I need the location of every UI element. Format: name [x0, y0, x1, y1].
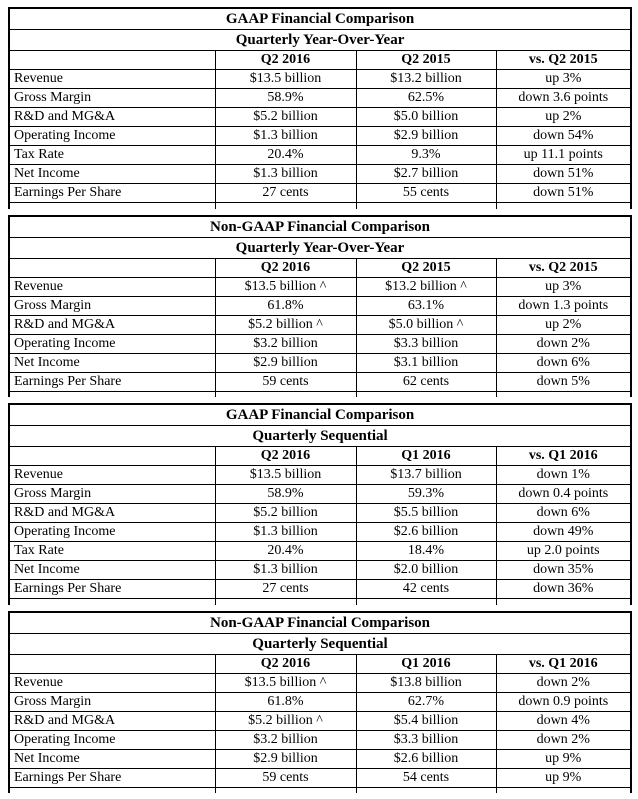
table-subtitle: Quarterly Year-Over-Year: [9, 30, 631, 51]
row-label: Operating Income: [9, 127, 215, 146]
table-row: [9, 334, 631, 353]
cell-value: $13.5 billion ^: [215, 277, 356, 296]
row-label: Gross Margin: [9, 485, 215, 504]
header-row: [9, 51, 631, 70]
table-subtitle: Quarterly Year-Over-Year: [9, 237, 631, 258]
cell-value: down 36%: [496, 580, 631, 599]
table-row: [9, 466, 631, 485]
table-bottom-stub: [9, 391, 631, 397]
cell-value: 62.5%: [356, 89, 496, 108]
cell-value: 27 cents: [215, 580, 356, 599]
cell-value: 20.4%: [215, 542, 356, 561]
table-row: [9, 184, 631, 203]
table-row: [9, 89, 631, 108]
cell-value: down 1%: [496, 466, 631, 485]
table-row: [9, 127, 631, 146]
row-label: Tax Rate: [9, 542, 215, 561]
row-label: Gross Margin: [9, 692, 215, 711]
row-label: R&D and MG&A: [9, 504, 215, 523]
row-label: R&D and MG&A: [9, 711, 215, 730]
row-label: Revenue: [9, 70, 215, 89]
cell-value: up 3%: [496, 277, 631, 296]
table-bottom-stub: [9, 203, 631, 209]
cell-value: $13.7 billion: [356, 466, 496, 485]
table-body: [9, 70, 631, 209]
table-row: [9, 768, 631, 787]
cell-value: 20.4%: [215, 146, 356, 165]
stub-cell: [9, 203, 215, 209]
column-header: Q1 2016: [356, 447, 496, 466]
table-subtitle-row: [9, 30, 631, 51]
row-label: Operating Income: [9, 334, 215, 353]
table-row: [9, 372, 631, 391]
cell-value: up 9%: [496, 768, 631, 787]
cell-value: down 3.6 points: [496, 89, 631, 108]
cell-value: 62.7%: [356, 692, 496, 711]
cell-value: $13.2 billion: [356, 70, 496, 89]
column-header: Q2 2016: [215, 258, 356, 277]
cell-value: 59 cents: [215, 372, 356, 391]
row-label: Tax Rate: [9, 146, 215, 165]
table-row: [9, 146, 631, 165]
cell-value: 27 cents: [215, 184, 356, 203]
stub-cell: [215, 203, 356, 209]
cell-value: 59 cents: [215, 768, 356, 787]
cell-value: down 6%: [496, 504, 631, 523]
cell-value: $5.0 billion ^: [356, 315, 496, 334]
table-subtitle-row: [9, 237, 631, 258]
cell-value: down 4%: [496, 711, 631, 730]
table-subtitle: Quarterly Sequential: [9, 426, 631, 447]
cell-value: up 3%: [496, 70, 631, 89]
cell-value: down 51%: [496, 184, 631, 203]
table-row: [9, 165, 631, 184]
column-header: Q2 2016: [215, 51, 356, 70]
cell-value: $2.6 billion: [356, 749, 496, 768]
column-header: Q1 2016: [356, 654, 496, 673]
table-title: Non-GAAP Financial Comparison: [9, 216, 631, 238]
cell-value: 61.8%: [215, 692, 356, 711]
cell-value: 18.4%: [356, 542, 496, 561]
cell-value: $13.5 billion ^: [215, 673, 356, 692]
header-row: [9, 258, 631, 277]
stub-cell: [356, 599, 496, 605]
row-label: Revenue: [9, 466, 215, 485]
row-label: Net Income: [9, 561, 215, 580]
cell-value: down 35%: [496, 561, 631, 580]
table-body: [9, 277, 631, 397]
row-label: Gross Margin: [9, 89, 215, 108]
row-label: Earnings Per Share: [9, 768, 215, 787]
cell-value: $3.2 billion: [215, 334, 356, 353]
cell-value: 55 cents: [356, 184, 496, 203]
table-row: [9, 580, 631, 599]
cell-value: down 2%: [496, 730, 631, 749]
cell-value: $3.2 billion: [215, 730, 356, 749]
row-label: Gross Margin: [9, 296, 215, 315]
cell-value: 62 cents: [356, 372, 496, 391]
table-row: [9, 70, 631, 89]
row-label: Net Income: [9, 353, 215, 372]
stub-cell: [215, 787, 356, 793]
table-subtitle-row: [9, 426, 631, 447]
row-label-header: [9, 447, 215, 466]
cell-value: down 0.9 points: [496, 692, 631, 711]
table-row: [9, 749, 631, 768]
table-subtitle: Quarterly Sequential: [9, 633, 631, 654]
cell-value: 9.3%: [356, 146, 496, 165]
cell-value: 58.9%: [215, 485, 356, 504]
table-row: [9, 692, 631, 711]
stub-cell: [9, 787, 215, 793]
cell-value: $5.2 billion: [215, 108, 356, 127]
table-title-row: [9, 404, 631, 426]
stub-cell: [215, 391, 356, 397]
cell-value: $5.2 billion ^: [215, 315, 356, 334]
cell-value: down 54%: [496, 127, 631, 146]
cell-value: down 0.4 points: [496, 485, 631, 504]
column-header: Q2 2015: [356, 51, 496, 70]
cell-value: down 51%: [496, 165, 631, 184]
cell-value: $5.2 billion: [215, 504, 356, 523]
table-row: [9, 542, 631, 561]
cell-value: 61.8%: [215, 296, 356, 315]
stub-cell: [9, 391, 215, 397]
cell-value: $3.3 billion: [356, 334, 496, 353]
table-row: [9, 730, 631, 749]
stub-cell: [356, 203, 496, 209]
row-label: Operating Income: [9, 523, 215, 542]
cell-value: down 5%: [496, 372, 631, 391]
cell-value: $5.4 billion: [356, 711, 496, 730]
financial-comparison-table: [8, 215, 632, 398]
table-title: Non-GAAP Financial Comparison: [9, 612, 631, 634]
cell-value: $13.5 billion: [215, 466, 356, 485]
column-header: vs. Q1 2016: [496, 654, 631, 673]
table-row: [9, 315, 631, 334]
cell-value: $13.2 billion ^: [356, 277, 496, 296]
table-row: [9, 673, 631, 692]
row-label-header: [9, 51, 215, 70]
row-label: Revenue: [9, 277, 215, 296]
cell-value: up 2.0 points: [496, 542, 631, 561]
table-row: [9, 711, 631, 730]
column-header: vs. Q1 2016: [496, 447, 631, 466]
financial-comparison-table: [8, 7, 632, 209]
cell-value: $5.0 billion: [356, 108, 496, 127]
cell-value: up 9%: [496, 749, 631, 768]
financial-comparison-table: [8, 403, 632, 605]
cell-value: 59.3%: [356, 485, 496, 504]
table-row: [9, 504, 631, 523]
table-title-row: [9, 216, 631, 238]
table-row: [9, 277, 631, 296]
header-row: [9, 654, 631, 673]
cell-value: up 11.1 points: [496, 146, 631, 165]
cell-value: $5.5 billion: [356, 504, 496, 523]
table-row: [9, 561, 631, 580]
cell-value: $5.2 billion ^: [215, 711, 356, 730]
stub-cell: [9, 599, 215, 605]
table-row: [9, 485, 631, 504]
cell-value: $2.6 billion: [356, 523, 496, 542]
header-row: [9, 447, 631, 466]
tables-container: [8, 7, 630, 793]
table-body: [9, 673, 631, 793]
table-bottom-stub: [9, 787, 631, 793]
table-title-row: [9, 8, 631, 30]
table-row: [9, 353, 631, 372]
cell-value: $1.3 billion: [215, 523, 356, 542]
cell-value: down 49%: [496, 523, 631, 542]
column-header: Q2 2016: [215, 447, 356, 466]
cell-value: 58.9%: [215, 89, 356, 108]
row-label: Operating Income: [9, 730, 215, 749]
table-bottom-stub: [9, 599, 631, 605]
cell-value: $2.9 billion: [215, 749, 356, 768]
stub-cell: [215, 599, 356, 605]
cell-value: up 2%: [496, 315, 631, 334]
cell-value: $2.7 billion: [356, 165, 496, 184]
table-row: [9, 108, 631, 127]
cell-value: 63.1%: [356, 296, 496, 315]
stub-cell: [356, 787, 496, 793]
cell-value: $1.3 billion: [215, 127, 356, 146]
cell-value: $3.3 billion: [356, 730, 496, 749]
table-row: [9, 523, 631, 542]
column-header: Q2 2015: [356, 258, 496, 277]
row-label: Earnings Per Share: [9, 184, 215, 203]
row-label: R&D and MG&A: [9, 315, 215, 334]
row-label: Net Income: [9, 749, 215, 768]
row-label: Net Income: [9, 165, 215, 184]
row-label: Earnings Per Share: [9, 580, 215, 599]
table-subtitle-row: [9, 633, 631, 654]
column-header: vs. Q2 2015: [496, 258, 631, 277]
table-row: [9, 296, 631, 315]
stub-cell: [496, 787, 631, 793]
row-label-header: [9, 654, 215, 673]
table-title: GAAP Financial Comparison: [9, 404, 631, 426]
row-label: Earnings Per Share: [9, 372, 215, 391]
cell-value: $3.1 billion: [356, 353, 496, 372]
row-label: R&D and MG&A: [9, 108, 215, 127]
cell-value: up 2%: [496, 108, 631, 127]
table-title-row: [9, 612, 631, 634]
cell-value: $2.0 billion: [356, 561, 496, 580]
column-header: vs. Q2 2015: [496, 51, 631, 70]
row-label-header: [9, 258, 215, 277]
stub-cell: [496, 599, 631, 605]
cell-value: $13.8 billion: [356, 673, 496, 692]
cell-value: down 6%: [496, 353, 631, 372]
cell-value: $13.5 billion: [215, 70, 356, 89]
cell-value: down 2%: [496, 673, 631, 692]
cell-value: $2.9 billion: [356, 127, 496, 146]
cell-value: $2.9 billion: [215, 353, 356, 372]
column-header: Q2 2016: [215, 654, 356, 673]
cell-value: 42 cents: [356, 580, 496, 599]
cell-value: down 1.3 points: [496, 296, 631, 315]
table-title: GAAP Financial Comparison: [9, 8, 631, 30]
stub-cell: [496, 203, 631, 209]
cell-value: $1.3 billion: [215, 165, 356, 184]
cell-value: 54 cents: [356, 768, 496, 787]
table-body: [9, 466, 631, 605]
stub-cell: [496, 391, 631, 397]
cell-value: $1.3 billion: [215, 561, 356, 580]
stub-cell: [356, 391, 496, 397]
cell-value: down 2%: [496, 334, 631, 353]
row-label: Revenue: [9, 673, 215, 692]
financial-comparison-table: [8, 611, 632, 794]
